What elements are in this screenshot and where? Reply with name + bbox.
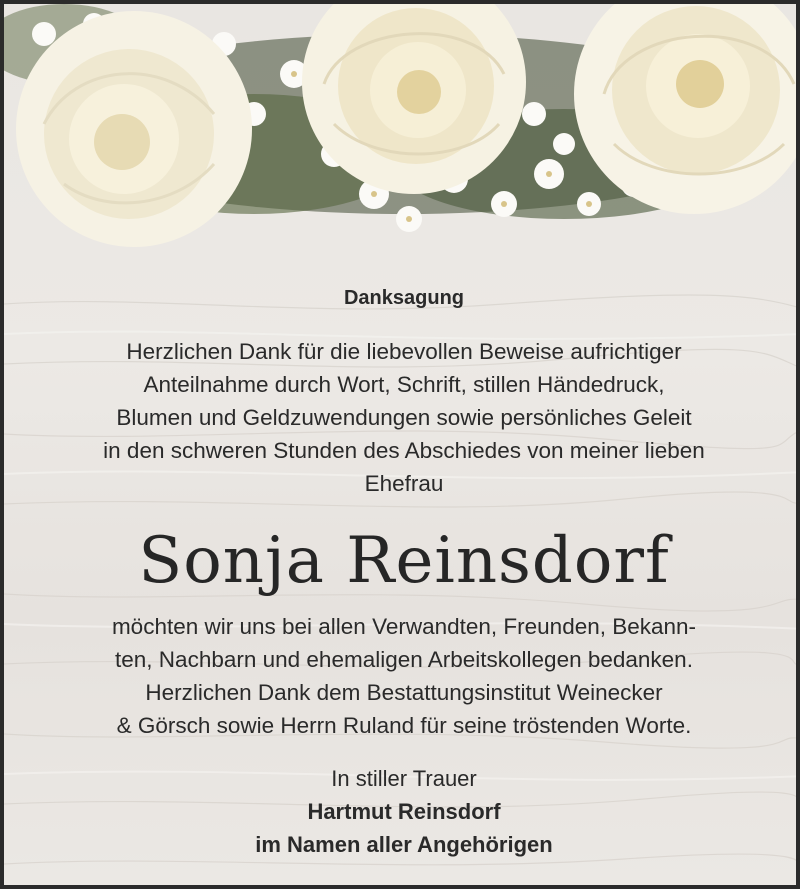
signatory-name: Hartmut Reinsdorf [307,799,501,824]
intro-line: Blumen und Geldzuwendungen sowie persönliches Geleit [116,405,692,430]
intro-line: in den schweren Stunden des Abschiedes von meiner lieben [103,438,705,463]
thanks-line: & Görsch sowie Herrn Ruland für seine tröstenden Worte. [116,713,692,738]
thanks-paragraph [4,610,800,742]
roses-decoration [4,4,800,264]
thanks-line: Herzlichen Dank dem Bestattungsinstitut Weinecker [145,680,663,705]
notice-heading: Danksagung [343,287,465,309]
intro-line: Ehefrau [364,471,444,496]
thanks-line: möchten wir uns bei allen Verwandten, Freunden, Bekann- [111,614,697,639]
intro-line: Herzlichen Dank für die liebevollen Beweise aufrichtiger [126,339,682,364]
intro-line: Anteilnahme durch Wort, Schrift, stillen Händedruck, [143,372,665,397]
deceased-name: Sonja Reinsdorf [138,524,670,598]
intro-paragraph [4,335,800,500]
closing-block [4,762,800,861]
thanks-line: ten, Nachbarn und ehemaligen Arbeitskollegen bedanken. [115,647,693,672]
mourning-phrase: In stiller Trauer [331,766,477,791]
rose-left [16,11,252,247]
on-behalf-line: im Namen aller Angehörigen [255,832,553,857]
